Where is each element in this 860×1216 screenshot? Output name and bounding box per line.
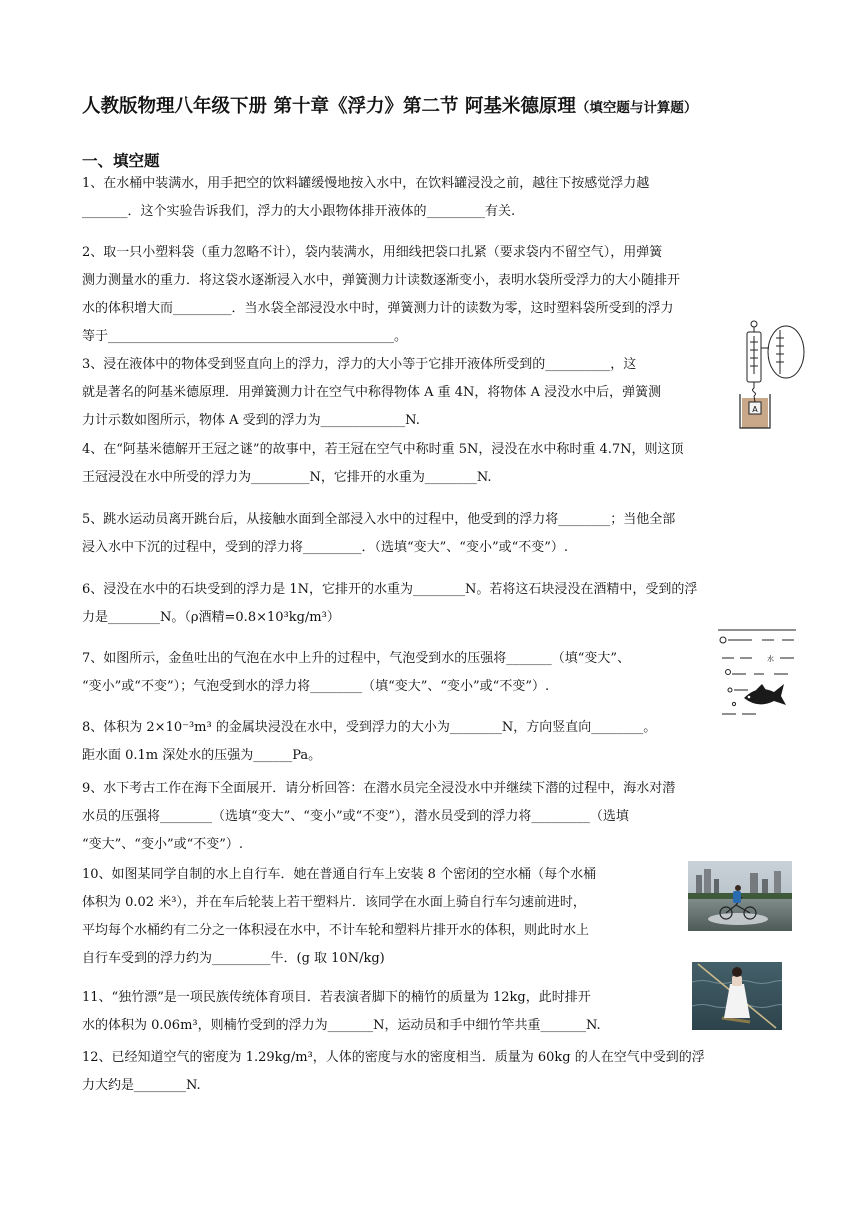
question-line: 4、在“阿基米德解开王冠之谜”的故事中，若王冠在空气中称时重 5N，浸没在水中称时重 4.7N，则这顶: [82, 442, 684, 457]
question-line: _______．这个实验告诉我们，浮力的大小跟物体排开液体的_________有关.: [82, 204, 516, 219]
question-line: 体积为 0.02 米³），并在车后轮装上若干塑料片．该同学在水面上骑自行车匀速前进时，: [82, 895, 586, 910]
question-line: 距水面 0.1m 深处水的压强为______Pa。: [82, 748, 322, 763]
question-line: 等于____________________________________________。: [82, 329, 408, 344]
question-line: 力大约是________N.: [82, 1078, 201, 1093]
question-line: 11、“独竹漂”是一项民族传统体育项目．若表演者脚下的楠竹的质量为 12kg，此时排开: [82, 990, 591, 1005]
block-label: A: [752, 405, 758, 414]
question-line: 2、取一只小塑料袋（重力忽略不计），袋内装满水，用细线把袋口扎紧（要求袋内不留空气），用弹簧: [82, 245, 663, 260]
question-6: [82, 576, 697, 632]
question-line: 12、已经知道空气的密度为 1.29kg/m³，人体的密度与水的密度相当．质量为 60kg 的人在空气中受到的浮: [82, 1050, 705, 1065]
question-7: [82, 645, 630, 701]
question-line: 1、在水桶中装满水，用手把空的饮料罐缓慢地按入水中，在饮料罐浸没之前，越往下按感觉浮力越: [82, 176, 650, 191]
question-5: [82, 506, 675, 562]
question-3: [82, 351, 661, 435]
section-heading: 一、填空题: [82, 152, 160, 170]
bamboo-rafting-photo: [692, 962, 782, 1030]
question-line: 3、浸在液体中的物体受到竖直向上的浮力，浮力的大小等于它排开液体所受到的__________，这: [82, 357, 637, 372]
question-line: 浸入水中下沉的过程中，受到的浮力将_________．（选填“变大”、“变小”或“不变”）.: [82, 540, 569, 555]
question-1: [82, 170, 649, 226]
question-line: 6、浸没在水中的石块受到的浮力是 1N，它排开的水重为________N。若将这石块浸没在酒精中，受到的浮: [82, 582, 698, 597]
question-line: 5、跳水运动员离开跳台后，从接触水面到全部浸入水中的过程中，他受到的浮力将________；当他全部: [82, 512, 676, 527]
question-line: 水的体积为 0.06m³，则楠竹受到的浮力为_______N，运动员和手中细竹竿共重_______N.: [82, 1018, 601, 1033]
question-line: 水的体积增大而_________．当水袋全部浸没水中时，弹簧测力计的读数为零，这时塑料袋所受到的浮力: [82, 301, 674, 316]
question-line: 力计示数如图所示，物体 A 受到的浮力为_____________N.: [82, 413, 420, 428]
question-10: [82, 861, 596, 973]
question-line: 9、水下考古工作在海下全面展开．请分析回答：在潜水员完全浸没水中并继续下潜的过程中，海水对潜: [82, 781, 676, 796]
goldfish-icon: [744, 684, 786, 705]
question-line: 力是________N。（ρ酒精=0.8×10³kg/m³）: [82, 610, 340, 625]
question-11: [82, 984, 601, 1040]
fish-bubbles-figure: [716, 626, 798, 722]
question-line: 测力测量水的重力．将这袋水逐渐浸入水中，弹簧测力计读数逐渐变小，表明水袋所受浮力的大小随排开: [82, 273, 681, 288]
question-line: “变小”或“不变”）；气泡受到水的浮力将________（填“变大”、“变小”或“不变”）.: [82, 679, 550, 694]
title-main: 人教版物理八年级下册 第十章《浮力》第二节 阿基米德原理: [82, 96, 576, 117]
question-line: 10、如图某同学自制的水上自行车．她在普通自行车上安装 8 个密闭的空水桶（每个水桶: [82, 867, 597, 882]
spring-scale-figure: [734, 318, 810, 430]
question-line: “变大”、“变小”或“不变”）.: [82, 837, 244, 852]
page-title: [82, 92, 802, 118]
water-bicycle-photo: [688, 861, 792, 931]
question-line: 就是著名的阿基米德原理．用弹簧测力计在空气中称得物体 A 重 4N，将物体 A 浸没水中后，弹簧测: [82, 385, 662, 400]
question-line: 水员的压强将________（选填“变大”、“变小”或“不变”），潜水员受到的浮力将_________（选填: [82, 809, 629, 824]
question-line: 王冠浸没在水中所受的浮力为_________N，它排开的水重为________N.: [82, 470, 492, 485]
question-line: 8、体积为 2×10⁻³m³ 的金属块浸没在水中，受到浮力的大小为________N，方向竖直向________。: [82, 720, 657, 735]
question-9: [82, 775, 675, 859]
question-4: [82, 436, 684, 492]
title-sub: （填空题与计算题）: [575, 100, 698, 116]
water-label: 水: [767, 655, 774, 663]
question-8: [82, 714, 656, 770]
question-line: 自行车受到的浮力约为_________牛．(g 取 10N/kg): [82, 951, 385, 966]
question-line: 平均每个水桶约有二分之一体积浸在水中，不计车轮和塑料片排开水的体积，则此时水上: [82, 923, 590, 938]
question-2: [82, 239, 680, 351]
question-12: [82, 1044, 705, 1100]
question-line: 7、如图所示，金鱼吐出的气泡在水中上升的过程中，气泡受到水的压强将_______（填“变大”、: [82, 651, 631, 666]
